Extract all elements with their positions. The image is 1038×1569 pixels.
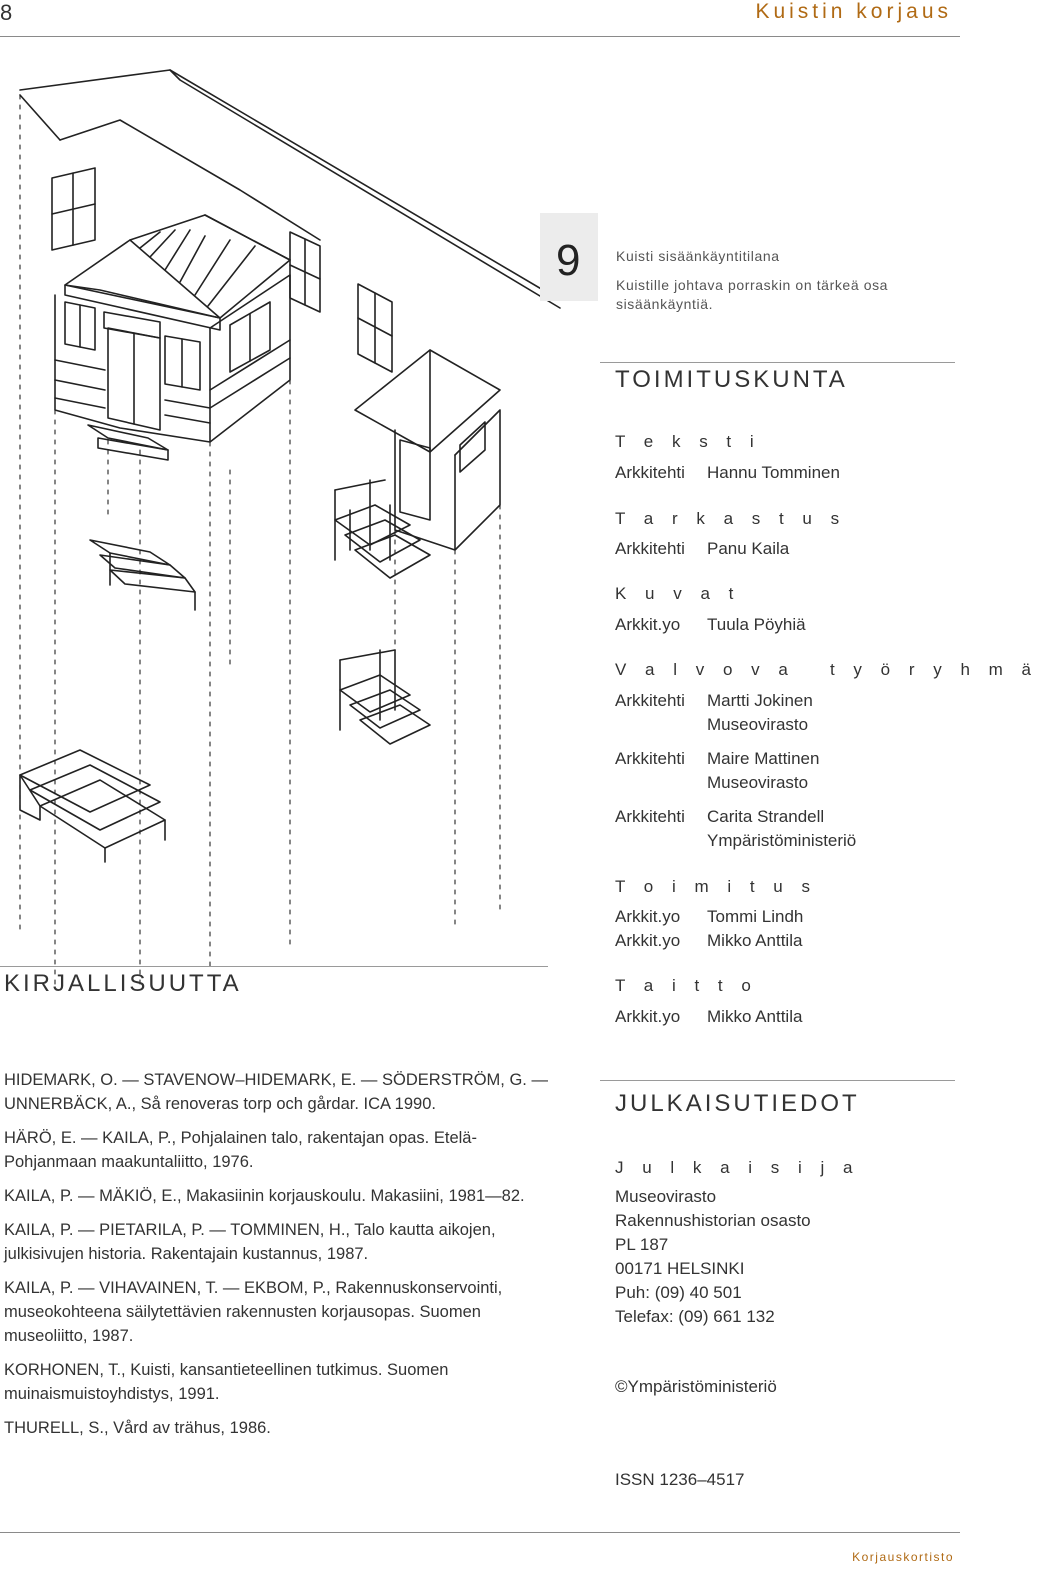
taitto-credit xyxy=(615,1005,802,1029)
address-line: PL 187 xyxy=(615,1235,669,1254)
credit-name: Panu Kaila xyxy=(707,539,790,558)
credit-role: Arkkit.yo xyxy=(615,615,681,634)
credit-name: Carita Strandell xyxy=(707,807,825,826)
credit-name: Maire Mattinen xyxy=(707,749,820,768)
toimituskunta-heading: TOIMITUSKUNTA xyxy=(615,366,848,393)
credit-role: Arkkit.yo xyxy=(615,1007,681,1026)
page-number: 8 xyxy=(0,0,13,25)
address-line: Museovirasto xyxy=(615,1187,717,1206)
figure-caption-line: Kuistille johtava porraskin on tärkeä osa sisäänkäyntiä. xyxy=(616,277,889,312)
kirjallisuutta-heading: KIRJALLISUUTTA xyxy=(4,970,242,997)
credit-name: Mikko Anttila xyxy=(707,1007,803,1026)
bibliography-entry: KAILA, P. — MÄKIÖ, E., Makasiinin korjauskoulu. Makasiini, 1981—82. xyxy=(4,1187,525,1205)
credit-org: Museovirasto xyxy=(707,773,809,792)
bibliography-entry: HÄRÖ, E. — KAILA, P., Pohjalainen talo, rakentajan opas. Etelä-Pohjanmaan maakuntaliitto, 1976. xyxy=(4,1129,477,1171)
teksti-label: T e k s t i xyxy=(615,432,761,451)
address-line: Telefax: (09) 661 132 xyxy=(615,1307,775,1326)
issn: ISSN 1236–4517 xyxy=(615,1470,745,1489)
julkaisutiedot-heading: JULKAISUTIEDOT xyxy=(615,1090,860,1117)
bibliography-entry: KAILA, P. — VIHAVAINEN, T. — EKBOM, P., Rakennuskonservointi, museokohteena säilytettävien rakennusten korjausopas. Suomen museoliitto, 1987. xyxy=(4,1279,503,1345)
figure-caption xyxy=(616,247,946,324)
tarkastus-credit xyxy=(615,537,789,561)
credit-role: Arkkitehti xyxy=(615,807,685,826)
document-title: Kuistin korjaus xyxy=(755,0,952,23)
header-divider xyxy=(0,36,960,37)
credit-role: Arkkitehti xyxy=(615,539,685,558)
address-line: 00171 HELSINKI xyxy=(615,1259,745,1278)
valvova-member xyxy=(615,689,813,737)
copyright-notice: ©Ympäristöministeriö xyxy=(615,1377,777,1396)
bibliography-entry: THURELL, S., Vård av trähus, 1986. xyxy=(4,1419,271,1437)
valvova-member xyxy=(615,805,856,853)
footer-series-name: Korjauskortisto xyxy=(852,1550,954,1564)
credit-role: Arkkitehti xyxy=(615,691,685,710)
figure-number: 9 xyxy=(556,236,581,285)
credit-name: Mikko Anttila xyxy=(707,931,803,950)
credit-role: Arkkitehti xyxy=(615,749,685,768)
toimitus-label: T o i m i t u s xyxy=(615,877,817,896)
valvova-member xyxy=(615,747,819,795)
footer-divider xyxy=(0,1532,960,1533)
taitto-label: T a i t t o xyxy=(615,976,758,995)
julkaisutiedot-divider xyxy=(600,1080,955,1081)
credit-role: Arkkitehti xyxy=(615,463,685,482)
teksti-credit xyxy=(615,461,840,485)
tarkastus-label: T a r k a s t u s xyxy=(615,509,847,528)
bibliography-list xyxy=(4,1068,549,1450)
address-line: Puh: (09) 40 501 xyxy=(615,1283,742,1302)
credit-name: Hannu Tomminen xyxy=(707,463,840,482)
valvova-tyoryhma-label: V a l v o v a t y ö r y h m ä xyxy=(615,660,1038,679)
address-line: Rakennushistorian osasto xyxy=(615,1211,811,1230)
kuvat-label: K u v a t xyxy=(615,584,741,603)
credit-name: Martti Jokinen xyxy=(707,691,813,710)
julkaisija-label: J u l k a i s i j a xyxy=(615,1158,860,1177)
figure-caption-line: Kuisti sisäänkäyntitilana xyxy=(616,248,780,264)
credit-name: Tommi Lindh xyxy=(707,907,804,926)
credit-name: Tuula Pöyhiä xyxy=(707,615,806,634)
bibliography-entry: HIDEMARK, O. — STAVENOW–HIDEMARK, E. — SÖDERSTRÖM, G. — UNNERBÄCK, A., Så renoveras torp och gårdar. ICA 1990. xyxy=(4,1071,548,1113)
publisher-address xyxy=(615,1185,955,1329)
bibliography-entry: KAILA, P. — PIETARILA, P. — TOMMINEN, H., Talo kautta aikojen, julkisivujen historia. Rakentajain kustannus, 1987. xyxy=(4,1221,496,1263)
toimitus-credits xyxy=(615,905,803,953)
bibliography-entry: KORHONEN, T., Kuisti, kansantieteellinen tutkimus. Suomen muinaismuistoyhdistys, 1991. xyxy=(4,1361,449,1403)
toimituskunta-divider xyxy=(600,362,955,363)
credit-org: Ympäristöministeriö xyxy=(707,831,857,850)
credit-role: Arkkit.yo xyxy=(615,907,681,926)
credit-role: Arkkit.yo xyxy=(615,931,681,950)
credit-org: Museovirasto xyxy=(707,715,809,734)
kirjallisuutta-divider xyxy=(0,966,548,967)
kuvat-credit xyxy=(615,613,806,637)
porch-illustration xyxy=(0,50,560,990)
